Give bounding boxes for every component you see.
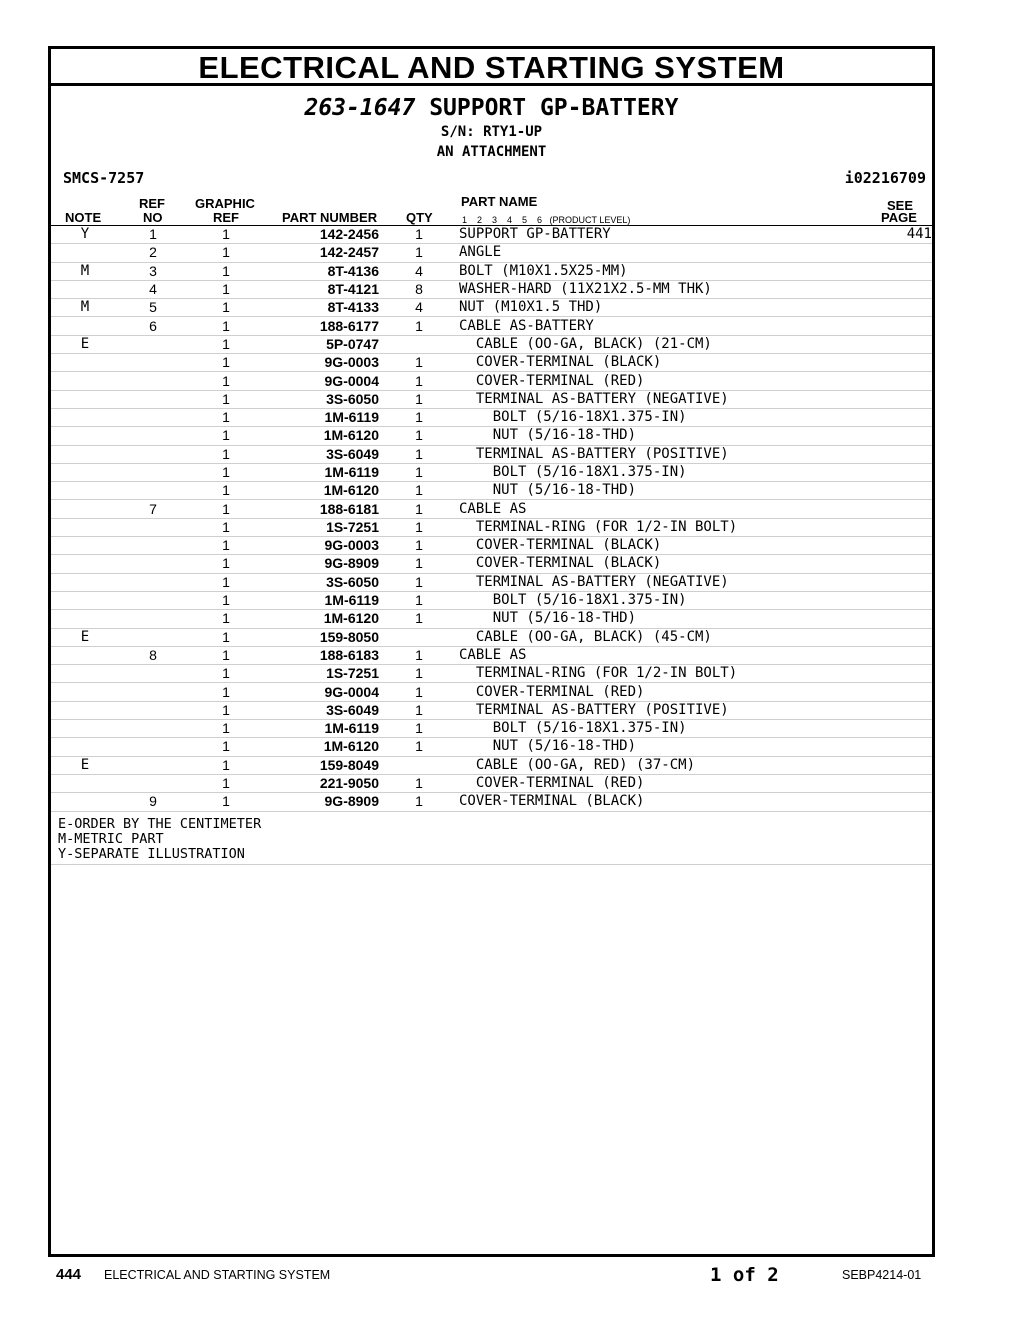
- cell-see-page: [872, 793, 932, 811]
- cell-part-number: 9G-0003: [265, 354, 379, 372]
- cell-graphic-ref: 1: [187, 335, 265, 353]
- footer-section: ELECTRICAL AND STARTING SYSTEM: [104, 1268, 331, 1282]
- cell-note: [51, 738, 119, 756]
- cell-qty: 1: [379, 408, 459, 426]
- cell-note: [51, 445, 119, 463]
- table-row: [51, 463, 932, 481]
- cell-note: [51, 500, 119, 518]
- cell-part-number: 1M-6119: [265, 463, 379, 481]
- cell-ref-no: [119, 720, 187, 738]
- cell-note: M: [51, 299, 119, 317]
- cell-qty: 8: [379, 280, 459, 298]
- cell-note: [51, 537, 119, 555]
- cell-part-name: COVER-TERMINAL (RED): [459, 683, 872, 701]
- table-row: [51, 591, 932, 609]
- cell-note: [51, 372, 119, 390]
- cell-qty: 1: [379, 774, 459, 792]
- cell-graphic-ref: 1: [187, 646, 265, 664]
- doc-id: i02216709: [844, 169, 926, 187]
- note-e: E-ORDER BY THE CENTIMETER: [58, 816, 262, 832]
- footer-doc-number: SEBP4214-01: [842, 1268, 922, 1282]
- cell-see-page: [872, 372, 932, 390]
- table-row: [51, 482, 932, 500]
- cell-ref-no: [119, 537, 187, 555]
- table-row: [51, 372, 932, 390]
- cell-note: [51, 390, 119, 408]
- cell-note: [51, 280, 119, 298]
- group-part-number: 263-1647: [304, 95, 416, 121]
- cell-part-name: SUPPORT GP-BATTERY: [459, 226, 872, 244]
- cell-see-page: [872, 354, 932, 372]
- cell-see-page: [872, 720, 932, 738]
- table-row: [51, 299, 932, 317]
- table-row: [51, 628, 932, 646]
- table-row: [51, 646, 932, 664]
- cell-ref-no: [119, 701, 187, 719]
- cell-part-number: 8T-4133: [265, 299, 379, 317]
- cell-qty: 1: [379, 573, 459, 591]
- cell-part-name: COVER-TERMINAL (RED): [459, 774, 872, 792]
- document-frame: [48, 46, 935, 1257]
- cell-graphic-ref: 1: [187, 720, 265, 738]
- cell-qty: 1: [379, 518, 459, 536]
- cell-note: [51, 683, 119, 701]
- cell-note: Y: [51, 226, 119, 244]
- cell-qty: [379, 756, 459, 774]
- cell-see-page: [872, 408, 932, 426]
- cell-qty: 1: [379, 226, 459, 244]
- cell-part-name: ANGLE: [459, 244, 872, 262]
- table-row: [51, 665, 932, 683]
- cell-part-name: CABLE (OO-GA, RED) (37-CM): [459, 756, 872, 774]
- cell-part-number: 1M-6119: [265, 408, 379, 426]
- cell-see-page: [872, 610, 932, 628]
- serial-number: S/N: RTY1-UP: [440, 124, 543, 140]
- cell-qty: 1: [379, 445, 459, 463]
- cell-ref-no: 8: [119, 646, 187, 664]
- cell-qty: 1: [379, 646, 459, 664]
- cell-part-name: COVER-TERMINAL (BLACK): [459, 537, 872, 555]
- cell-qty: 1: [379, 738, 459, 756]
- cell-graphic-ref: 1: [187, 738, 265, 756]
- table-row: [51, 262, 932, 280]
- cell-part-name: CABLE AS: [459, 500, 872, 518]
- cell-part-number: 9G-8909: [265, 793, 379, 811]
- cell-part-number: 1M-6119: [265, 720, 379, 738]
- cell-graphic-ref: 1: [187, 299, 265, 317]
- cell-note: E: [51, 335, 119, 353]
- cell-part-name: TERMINAL AS-BATTERY (POSITIVE): [459, 445, 872, 463]
- header-ref-top: REF: [139, 196, 165, 211]
- cell-ref-no: 2: [119, 244, 187, 262]
- cell-graphic-ref: 1: [187, 226, 265, 244]
- cell-part-name: TERMINAL AS-BATTERY (POSITIVE): [459, 701, 872, 719]
- cell-part-name: BOLT (5/16-18X1.375-IN): [459, 463, 872, 481]
- header-graphic-bottom: REF: [213, 210, 239, 225]
- cell-part-name: COVER-TERMINAL (BLACK): [459, 354, 872, 372]
- cell-see-page: [872, 482, 932, 500]
- cell-part-name: TERMINAL-RING (FOR 1/2-IN BOLT): [459, 518, 872, 536]
- cell-part-name: CABLE AS-BATTERY: [459, 317, 872, 335]
- table-row: [51, 335, 932, 353]
- cell-graphic-ref: 1: [187, 408, 265, 426]
- header-ref-bottom: NO: [143, 210, 163, 225]
- cell-graphic-ref: 1: [187, 701, 265, 719]
- cell-part-name: COVER-TERMINAL (BLACK): [459, 555, 872, 573]
- cell-ref-no: [119, 518, 187, 536]
- cell-ref-no: 5: [119, 299, 187, 317]
- cell-part-number: 8T-4136: [265, 262, 379, 280]
- cell-qty: 1: [379, 591, 459, 609]
- table-row: [51, 354, 932, 372]
- notes-legend: [51, 815, 932, 865]
- cell-part-number: 221-9050: [265, 774, 379, 792]
- cell-part-number: 9G-0004: [265, 372, 379, 390]
- cell-part-number: 3S-6050: [265, 573, 379, 591]
- cell-qty: 1: [379, 354, 459, 372]
- table-row: [51, 390, 932, 408]
- header-qty: QTY: [406, 210, 433, 225]
- table-row: [51, 537, 932, 555]
- table-row: [51, 244, 932, 262]
- cell-see-page: [872, 500, 932, 518]
- cell-qty: 1: [379, 537, 459, 555]
- footer-page-number: 444: [56, 1266, 82, 1283]
- cell-graphic-ref: 1: [187, 482, 265, 500]
- table-row: [51, 555, 932, 573]
- cell-graphic-ref: 1: [187, 591, 265, 609]
- cell-ref-no: [119, 390, 187, 408]
- cell-part-number: 1M-6120: [265, 738, 379, 756]
- cell-part-number: 1M-6120: [265, 610, 379, 628]
- cell-see-page: [872, 756, 932, 774]
- cell-see-page: [872, 683, 932, 701]
- cell-ref-no: [119, 445, 187, 463]
- cell-part-number: 159-8050: [265, 628, 379, 646]
- cell-part-number: 188-6183: [265, 646, 379, 664]
- cell-part-number: 9G-0003: [265, 537, 379, 555]
- cell-see-page: [872, 317, 932, 335]
- cell-part-number: 1M-6120: [265, 482, 379, 500]
- cell-qty: 1: [379, 555, 459, 573]
- cell-see-page: [872, 555, 932, 573]
- cell-graphic-ref: 1: [187, 555, 265, 573]
- cell-part-name: BOLT (5/16-18X1.375-IN): [459, 408, 872, 426]
- group-heading: [51, 94, 932, 162]
- cell-note: [51, 591, 119, 609]
- cell-see-page: [872, 335, 932, 353]
- cell-ref-no: [119, 408, 187, 426]
- cell-note: [51, 793, 119, 811]
- cell-see-page: [872, 244, 932, 262]
- cell-ref-no: [119, 427, 187, 445]
- cell-note: M: [51, 262, 119, 280]
- cell-see-page: [872, 463, 932, 481]
- cell-qty: 1: [379, 482, 459, 500]
- cell-ref-no: [119, 610, 187, 628]
- cell-graphic-ref: 1: [187, 500, 265, 518]
- cell-see-page: [872, 774, 932, 792]
- cell-qty: 1: [379, 665, 459, 683]
- cell-graphic-ref: 1: [187, 354, 265, 372]
- cell-see-page: [872, 573, 932, 591]
- cell-ref-no: [119, 738, 187, 756]
- parts-table-body: [51, 226, 932, 811]
- table-row: [51, 683, 932, 701]
- cell-note: [51, 573, 119, 591]
- group-name: SUPPORT GP-BATTERY: [429, 95, 679, 121]
- cell-graphic-ref: 1: [187, 427, 265, 445]
- cell-part-name: TERMINAL AS-BATTERY (NEGATIVE): [459, 573, 872, 591]
- cell-graphic-ref: 1: [187, 262, 265, 280]
- cell-graphic-ref: 1: [187, 445, 265, 463]
- cell-qty: 1: [379, 463, 459, 481]
- parts-table: [51, 226, 932, 812]
- cell-part-number: 9G-8909: [265, 555, 379, 573]
- note-y: Y-SEPARATE ILLUSTRATION: [58, 846, 245, 862]
- cell-part-name: TERMINAL AS-BATTERY (NEGATIVE): [459, 390, 872, 408]
- table-row: [51, 720, 932, 738]
- cell-qty: 1: [379, 683, 459, 701]
- header-part-name: PART NAME: [461, 194, 538, 209]
- smcs-code: SMCS-7257: [63, 169, 145, 187]
- cell-note: [51, 665, 119, 683]
- table-row: [51, 317, 932, 335]
- page-footer: [0, 1264, 1020, 1288]
- table-row: [51, 500, 932, 518]
- table-row: [51, 427, 932, 445]
- cell-ref-no: 6: [119, 317, 187, 335]
- cell-note: [51, 720, 119, 738]
- cell-ref-no: [119, 628, 187, 646]
- cell-qty: 1: [379, 500, 459, 518]
- cell-graphic-ref: 1: [187, 463, 265, 481]
- cell-ref-no: [119, 591, 187, 609]
- cell-graphic-ref: 1: [187, 518, 265, 536]
- table-row: [51, 793, 932, 811]
- header-part-number: PART NUMBER: [282, 210, 378, 225]
- cell-part-number: 3S-6049: [265, 701, 379, 719]
- cell-graphic-ref: 1: [187, 573, 265, 591]
- cell-note: [51, 482, 119, 500]
- cell-part-number: 1S-7251: [265, 518, 379, 536]
- cell-qty: 4: [379, 262, 459, 280]
- cell-graphic-ref: 1: [187, 317, 265, 335]
- cell-qty: 1: [379, 610, 459, 628]
- cell-see-page: [872, 665, 932, 683]
- cell-see-page: [872, 591, 932, 609]
- cell-part-number: 159-8049: [265, 756, 379, 774]
- cell-graphic-ref: 1: [187, 372, 265, 390]
- footer-page-of: 1 of 2: [710, 1264, 779, 1286]
- cell-note: [51, 408, 119, 426]
- cell-note: [51, 317, 119, 335]
- cell-qty: [379, 628, 459, 646]
- cell-qty: 1: [379, 372, 459, 390]
- header-see-top: SEE: [887, 198, 914, 213]
- cell-part-name: CABLE (OO-GA, BLACK) (21-CM): [459, 335, 872, 353]
- table-row: [51, 701, 932, 719]
- cell-graphic-ref: 1: [187, 774, 265, 792]
- cell-part-name: NUT (5/16-18-THD): [459, 738, 872, 756]
- cell-see-page: 441: [872, 226, 932, 244]
- table-row: [51, 518, 932, 536]
- cell-see-page: [872, 445, 932, 463]
- cell-part-number: 1S-7251: [265, 665, 379, 683]
- cell-note: [51, 774, 119, 792]
- cell-ref-no: 3: [119, 262, 187, 280]
- cell-ref-no: 4: [119, 280, 187, 298]
- cell-qty: 1: [379, 244, 459, 262]
- header-product-levels: 1 2 3 4 5 6 (PRODUCT LEVEL): [462, 215, 631, 225]
- cell-part-number: 3S-6050: [265, 390, 379, 408]
- cell-note: E: [51, 756, 119, 774]
- cell-graphic-ref: 1: [187, 628, 265, 646]
- cell-see-page: [872, 518, 932, 536]
- cell-see-page: [872, 646, 932, 664]
- cell-qty: 1: [379, 701, 459, 719]
- cell-note: E: [51, 628, 119, 646]
- group-title: [51, 94, 932, 122]
- cell-part-name: BOLT (5/16-18X1.375-IN): [459, 720, 872, 738]
- cell-part-number: 5P-0747: [265, 335, 379, 353]
- cell-part-number: 1M-6120: [265, 427, 379, 445]
- cell-qty: 1: [379, 720, 459, 738]
- cell-note: [51, 610, 119, 628]
- cell-note: [51, 555, 119, 573]
- cell-see-page: [872, 299, 932, 317]
- cell-part-number: 188-6181: [265, 500, 379, 518]
- header-graphic-top: GRAPHIC: [195, 196, 255, 211]
- cell-see-page: [872, 628, 932, 646]
- cell-graphic-ref: 1: [187, 610, 265, 628]
- header-note: NOTE: [65, 210, 102, 225]
- cell-see-page: [872, 427, 932, 445]
- cell-part-number: 8T-4121: [265, 280, 379, 298]
- cell-graphic-ref: 1: [187, 756, 265, 774]
- cell-note: [51, 244, 119, 262]
- cell-graphic-ref: 1: [187, 390, 265, 408]
- table-row: [51, 738, 932, 756]
- cell-part-name: COVER-TERMINAL (BLACK): [459, 793, 872, 811]
- cell-graphic-ref: 1: [187, 244, 265, 262]
- cell-note: [51, 427, 119, 445]
- cell-see-page: [872, 280, 932, 298]
- cell-part-name: NUT (5/16-18-THD): [459, 482, 872, 500]
- cell-ref-no: 7: [119, 500, 187, 518]
- table-header: [51, 193, 932, 226]
- table-row: [51, 756, 932, 774]
- cell-note: [51, 463, 119, 481]
- table-row: [51, 280, 932, 298]
- section-title: ELECTRICAL AND STARTING SYSTEM: [51, 49, 932, 86]
- cell-ref-no: 9: [119, 793, 187, 811]
- cell-ref-no: [119, 665, 187, 683]
- cell-part-name: BOLT (M10X1.5X25-MM): [459, 262, 872, 280]
- table-row: [51, 610, 932, 628]
- cell-qty: 1: [379, 390, 459, 408]
- cell-qty: 4: [379, 299, 459, 317]
- cell-part-number: 188-6177: [265, 317, 379, 335]
- cell-part-number: 9G-0004: [265, 683, 379, 701]
- cell-part-name: WASHER-HARD (11X21X2.5-MM THK): [459, 280, 872, 298]
- cell-ref-no: [119, 372, 187, 390]
- cell-graphic-ref: 1: [187, 280, 265, 298]
- group-type: AN ATTACHMENT: [436, 144, 547, 160]
- cell-ref-no: [119, 683, 187, 701]
- cell-see-page: [872, 701, 932, 719]
- cell-ref-no: [119, 335, 187, 353]
- cell-part-name: CABLE (OO-GA, BLACK) (45-CM): [459, 628, 872, 646]
- cell-graphic-ref: 1: [187, 665, 265, 683]
- cell-graphic-ref: 1: [187, 537, 265, 555]
- cell-part-name: BOLT (5/16-18X1.375-IN): [459, 591, 872, 609]
- cell-ref-no: [119, 555, 187, 573]
- cell-ref-no: [119, 756, 187, 774]
- cell-part-number: 142-2456: [265, 226, 379, 244]
- cell-note: [51, 701, 119, 719]
- cell-qty: [379, 335, 459, 353]
- cell-ref-no: [119, 774, 187, 792]
- cell-part-number: 142-2457: [265, 244, 379, 262]
- cell-see-page: [872, 262, 932, 280]
- cell-qty: 1: [379, 317, 459, 335]
- cell-see-page: [872, 537, 932, 555]
- cell-part-name: COVER-TERMINAL (RED): [459, 372, 872, 390]
- cell-qty: 1: [379, 427, 459, 445]
- cell-ref-no: [119, 573, 187, 591]
- cell-part-name: TERMINAL-RING (FOR 1/2-IN BOLT): [459, 665, 872, 683]
- table-row: [51, 774, 932, 792]
- table-row: [51, 573, 932, 591]
- cell-ref-no: [119, 482, 187, 500]
- cell-part-number: 3S-6049: [265, 445, 379, 463]
- table-row: [51, 226, 932, 244]
- table-row: [51, 445, 932, 463]
- cell-note: [51, 646, 119, 664]
- cell-see-page: [872, 390, 932, 408]
- cell-part-name: NUT (M10X1.5 THD): [459, 299, 872, 317]
- cell-part-number: 1M-6119: [265, 591, 379, 609]
- cell-note: [51, 354, 119, 372]
- cell-part-name: CABLE AS: [459, 646, 872, 664]
- note-m: M-METRIC PART: [58, 831, 164, 847]
- smcs-row: [51, 167, 932, 189]
- cell-part-name: NUT (5/16-18-THD): [459, 427, 872, 445]
- cell-ref-no: [119, 463, 187, 481]
- cell-ref-no: 1: [119, 226, 187, 244]
- cell-graphic-ref: 1: [187, 683, 265, 701]
- cell-see-page: [872, 738, 932, 756]
- table-row: [51, 408, 932, 426]
- cell-note: [51, 518, 119, 536]
- cell-qty: 1: [379, 793, 459, 811]
- cell-ref-no: [119, 354, 187, 372]
- cell-part-name: NUT (5/16-18-THD): [459, 610, 872, 628]
- header-see-bottom: PAGE: [881, 210, 917, 225]
- cell-graphic-ref: 1: [187, 793, 265, 811]
